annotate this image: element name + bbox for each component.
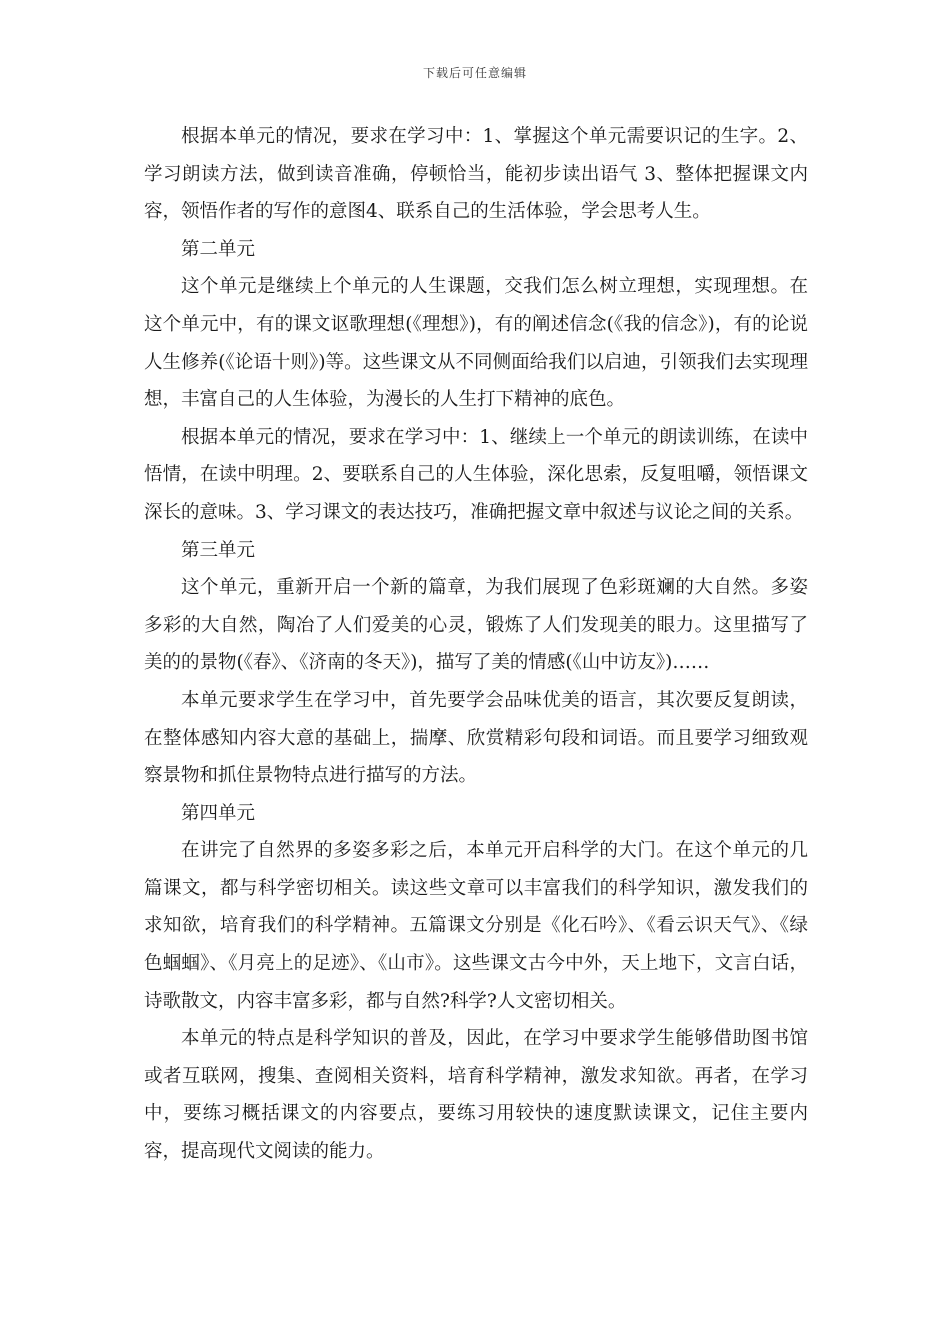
- paragraph-unit1-requirements: 根据本单元的情况，要求在学习中：1、掌握这个单元需要识记的生字。2、学习朗读方法，做到读音准确，停顿恰当，能初步读出语气 3、整体把握课文内容，领悟作者的写作的意图4、联系自己的生活体验，学会思考人生。: [144, 126, 808, 223]
- paragraph-unit4-requirements: 本单元的特点是科学知识的普及，因此，在学习中要求学生能够借助图书馆或者互联网，搜集、查阅相关资料，培育科学精神，激发求知欲。再者，在学习中，要练习概括课文的内容要点，要练习用较快的速度默读课文，记住主要内容，提高现代文阅读的能力。: [144, 1028, 808, 1163]
- page-header: 下载后可任意编辑: [422, 66, 527, 80]
- heading-unit3: 第三单元: [181, 539, 256, 561]
- document-body: [144, 118, 808, 1171]
- paragraph-unit2-requirements: 根据本单元的情况，要求在学习中：1、继续上一个单元的朗读训练，在读中悟情，在读中明理。2、要联系自己的人生体验，深化思索，反复咀嚼，领悟课文深长的意味。3、学习课文的表达技巧，准确把握文章中叙述与议论之间的关系。: [144, 426, 808, 523]
- paragraph-unit3-intro: 这个单元，重新开启一个新的篇章，为我们展现了色彩斑斓的大自然。多姿多彩的大自然，陶冶了人们爱美的心灵，锻炼了人们发现美的眼力。这里描写了美的的景物(《春》、《济南的冬天》)，描写了美的情感(《山中访友》)……: [144, 577, 808, 674]
- paragraph-unit2-intro: 这个单元是继续上个单元的人生课题，交我们怎么树立理想，实现理想。在这个单元中，有的课文讴歌理想(《理想》)，有的阐述信念(《我的信念》)，有的论说人生修养(《论语十则》)等。这些课文从不同侧面给我们以启迪，引领我们去实现理想，丰富自己的人生体验，为漫长的人生打下精神的底色。: [144, 276, 808, 411]
- heading-unit2: 第二单元: [181, 238, 256, 260]
- heading-unit4: 第四单元: [181, 802, 256, 824]
- paragraph-unit4-intro: 在讲完了自然界的多姿多彩之后，本单元开启科学的大门。在这个单元的几篇课文，都与科学密切相关。读这些文章可以丰富我们的科学知识，激发我们的求知欲，培育我们的科学精神。五篇课文分别是《化石吟》、《看云识天气》、《绿色蝈蝈》、《月亮上的足迹》、《山市》。这些课文古今中外，天上地下，文言白话，诗歌散文，内容丰富多彩，都与自然?科学?人文密切相关。: [144, 840, 808, 1012]
- paragraph-unit3-requirements: 本单元要求学生在学习中，首先要学会品味优美的语言，其次要反复朗读，在整体感知内容大意的基础上，揣摩、欣赏精彩句段和词语。而且要学习细致观察景物和抓住景物特点进行描写的方法。: [144, 689, 808, 787]
